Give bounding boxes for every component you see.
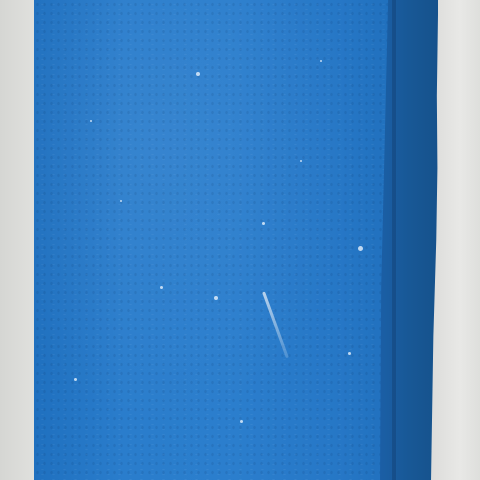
surface-speck (214, 296, 218, 300)
blue-block-side-face (380, 0, 438, 480)
surface-speck (320, 60, 322, 62)
surface-speck (90, 120, 92, 122)
surface-speck (240, 420, 243, 423)
surface-speck (348, 352, 351, 355)
blue-block-front-face (34, 0, 394, 480)
surface-speck (120, 200, 122, 202)
surface-speck (300, 160, 302, 162)
surface-speck (160, 286, 163, 289)
surface-speck (262, 222, 265, 225)
blue-block-edge (392, 0, 396, 480)
surface-speck (74, 378, 77, 381)
surface-speck (196, 72, 200, 76)
background-wall-right (430, 0, 480, 480)
surface-speck (358, 246, 363, 251)
block-surface-texture (34, 0, 394, 480)
